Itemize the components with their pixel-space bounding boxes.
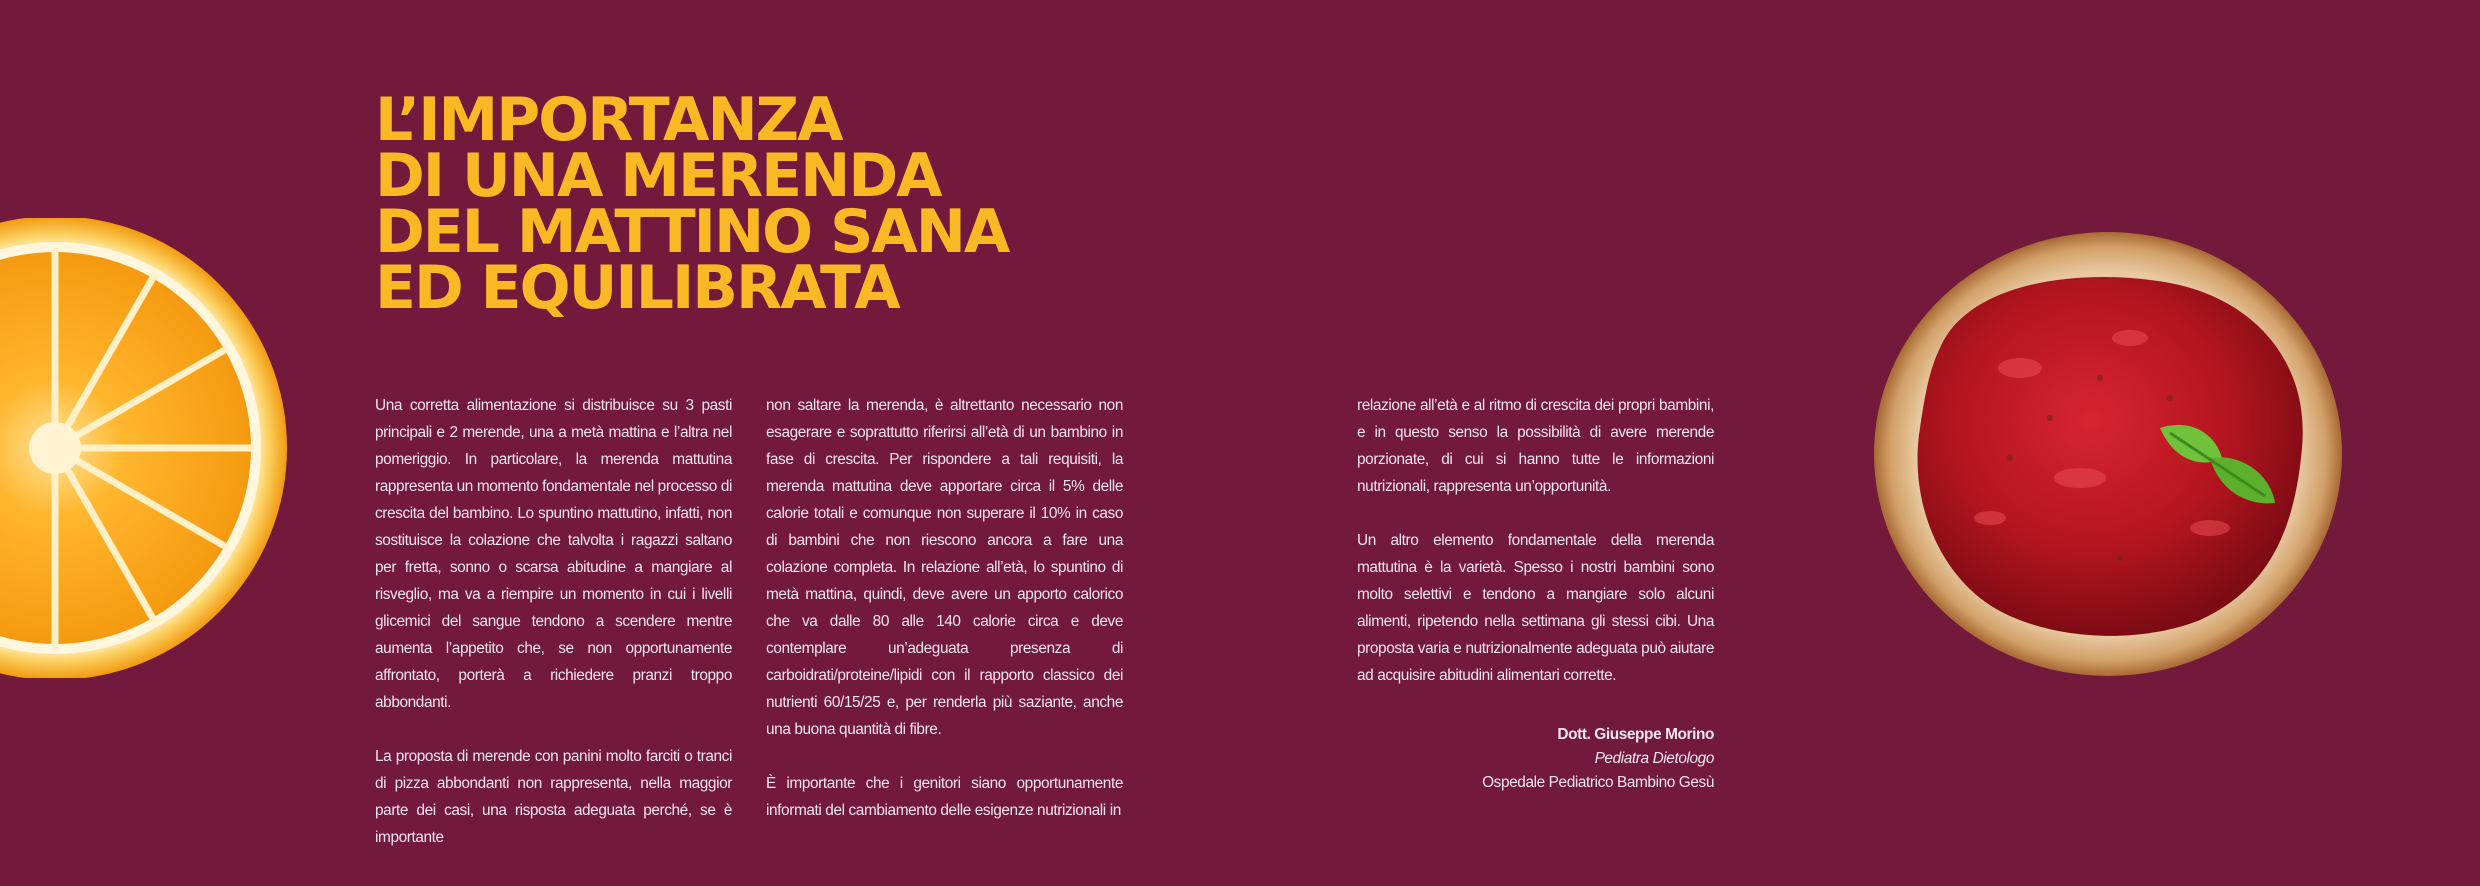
title-line: ED EQUILIBRATA [375,253,899,323]
paragraph: Una corretta alimentazione si distribuisce su 3 pasti principali e 2 merende, una a metà mattina e l’altra nel pomeriggio. In particolare, la merenda mattutina rappresenta un momento fondamentale nel processo di crescita del bambino. Lo spuntino mattutino, infatti, non sostituisce la colazione che talvolta i ragazzi saltano per fretta, sonno o scarsa abitudine a mangiare al risveglio, ma va a riempire un momento in cui i livelli glicemici del sangue tendono a scendere mentre aumenta l’appetito che, se non opportunamente affrontato, porterà a richiedere pranzi troppo abbondanti. [375,397,732,711]
paragraph: non saltare la merenda, è altrettanto necessario non esagerare e soprattutto riferirsi all’età di un bambino in fase di crescita. Per rispondere a tali requisiti, la merenda mattutina deve apportare circa il 5% delle calorie totali e comunque non superare il 10% in caso di bambini che non riescono ancora a fare una colazione completa. In relazione all’età, lo spuntino di metà mattina, quindi, deve avere un apporto calorico che va dalle 80 alle 140 calorie circa e deve contemplare un’adeguata presenza di carboidrati/proteine/lipidi con il rapporto classico dei nutrienti 60/15/25 e, per renderla più saziante, anche una buona quantità di fibre. [766,397,1123,738]
text-column-3 [1357,392,1714,716]
orange-slice-image [0,218,300,678]
jam-toast-image [1870,228,2346,680]
paragraph: Un altro elemento fondamentale della merenda mattutina è la varietà. Spesso i nostri bambini sono molto selettivi e tendono a mangiare solo alcuni alimenti, ripetendo nella settimana gli stessi cibi. Una proposta varia e nutrizionalmente adeguata può aiutare ad acquisire abitudini alimentari corrette. [1357,532,1714,684]
author-name: Dott. Giuseppe Morino [1557,726,1714,743]
text-column-2 [766,392,1123,851]
page-title [375,85,1135,323]
author-hospital: Ospedale Pediatrico Bambino Gesù [1482,774,1714,791]
paragraph: relazione all’età e al ritmo di crescita dei propri bambini, e in questo senso la possibilità di avere merende porzionate, di cui si hanno tutte le informazioni nutrizionali, rappresenta un’opportunità. [1357,397,1714,495]
author-role: Pediatra Dietologo [1594,750,1714,767]
paragraph: È importante che i genitori siano opportunamente informati del cambiamento delle esigenze nutrizionali in [766,775,1123,819]
author-signature [1357,723,1714,795]
paragraph: La proposta di merende con panini molto farciti o tranci di pizza abbondanti non rappresenta, nella maggior parte dei casi, una risposta adeguata perché, se è importante [375,748,732,846]
title-line: DI UNA MERENDA [375,141,941,211]
text-column-1 [375,392,732,878]
title-line: L’IMPORTANZA [375,85,842,155]
title-line: DEL MATTINO SANA [375,197,1009,267]
